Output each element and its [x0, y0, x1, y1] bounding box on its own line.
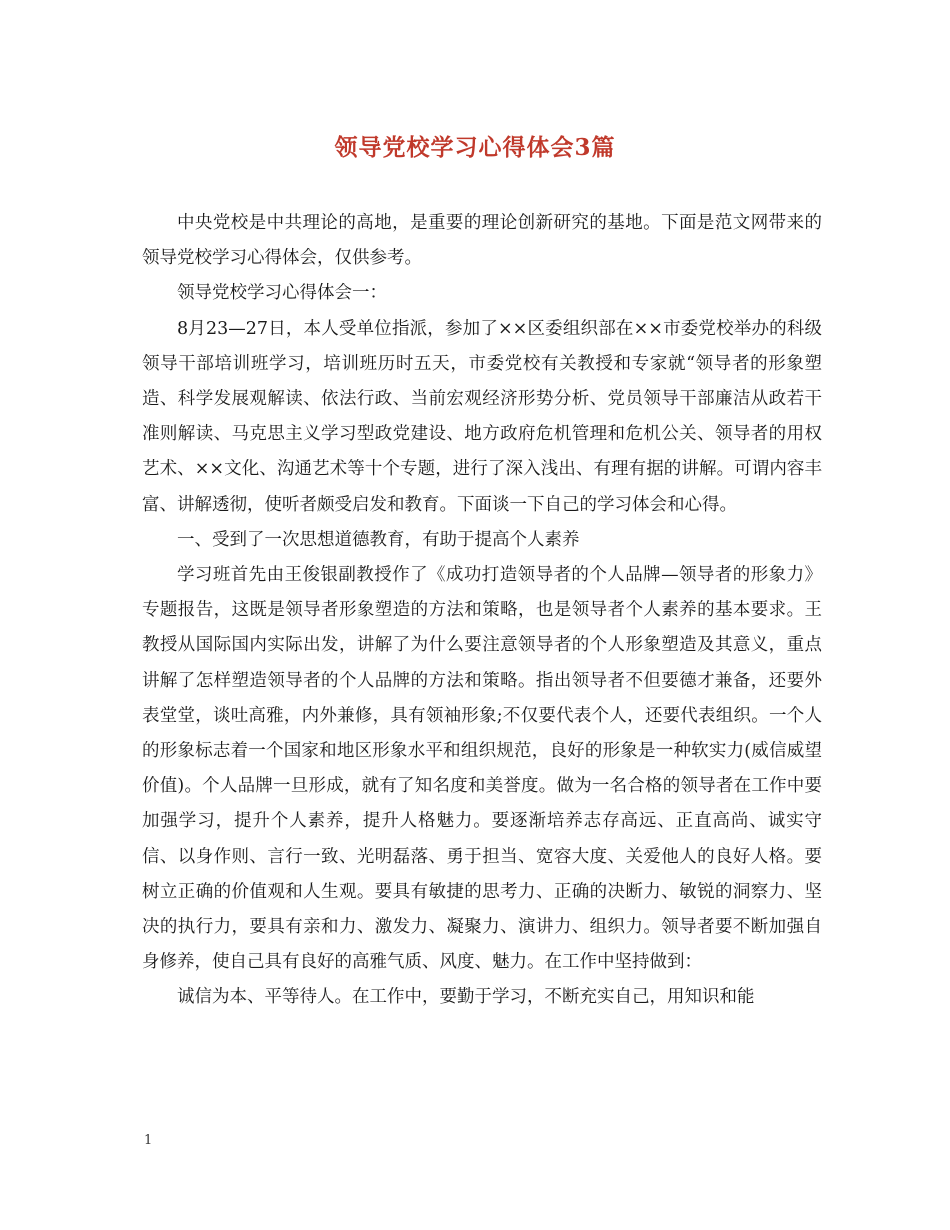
section-heading-one: 领导党校学习心得体会一：: [177, 283, 387, 304]
document-body: [142, 206, 822, 1016]
intro-paragraph: 中央党校是中共理论的高地，是重要的理论创新研究的基地。下面是范文网带来的领导党校学习心得体会，仅供参考。: [142, 213, 822, 269]
page-number: 1: [144, 1133, 153, 1148]
document-title: 领导党校学习心得体会3篇: [334, 134, 616, 161]
body-paragraph: 学习班首先由王俊银副教授作了《成功打造领导者的个人品牌—领导者的形象力》专题报告，这既是领导者形象塑造的方法和策略，也是领导者个人素养的基本要求。王教授从国际国内实际出发，讲解了为什么要注意领导者的个人形象塑造及其意义，重点讲解了怎样塑造领导者的个人品牌的方法和策略。指出领导者不但要德才兼备，还要外表堂堂，谈吐高雅，内外兼修，具有领袖形象;不仅要代表个人，还要代表组织。一个人的形象标志着一个国家和地区形象水平和组织规范，良好的形象是一种软实力(威信威望价值)。个人品牌一旦形成，就有了知名度和美誉度。做为一名合格的领导者在工作中要加强学习，提升个人素养，提升人格魅力。要逐渐培养志存高远、正直高尚、诚实守信、以身作则、言行一致、光明磊落、勇于担当、宽容大度、关爱他人的良好人格。要树立正确的价值观和人生观。要具有敏捷的思考力、正确的决断力、敏锐的洞察力、坚决的执行力，要具有亲和力、激发力、凝聚力、演讲力、组织力。领导者要不断加强自身修养，使自己具有良好的高雅气质、风度、魅力。在工作中坚持做到：: [142, 565, 822, 973]
body-paragraph: 8月23—27日，本人受单位指派，参加了××区委组织部在××市委党校举办的科级领导干部培训班学习，培训班历时五天，市委党校有关教授和专家就“领导者的形象塑造、科学发展观解读、依法行政、当前宏观经济形势分析、党员领导干部廉洁从政若干准则解读、马克思主义学习型政党建设、地方政府危机管理和危机公关、领导者的用权艺术、××文化、沟通艺术等十个专题，进行了深入浅出、有理有据的讲解。可谓内容丰富、讲解透彻，使听者颇受启发和教育。下面谈一下自己的学习体会和心得。: [142, 318, 822, 515]
body-paragraph: 诚信为本、平等待人。在工作中，要勤于学习，不断充实自己，用知识和能: [177, 987, 755, 1008]
subheading-paragraph: 一、受到了一次思想道德教育，有助于提高个人素养: [177, 529, 580, 550]
